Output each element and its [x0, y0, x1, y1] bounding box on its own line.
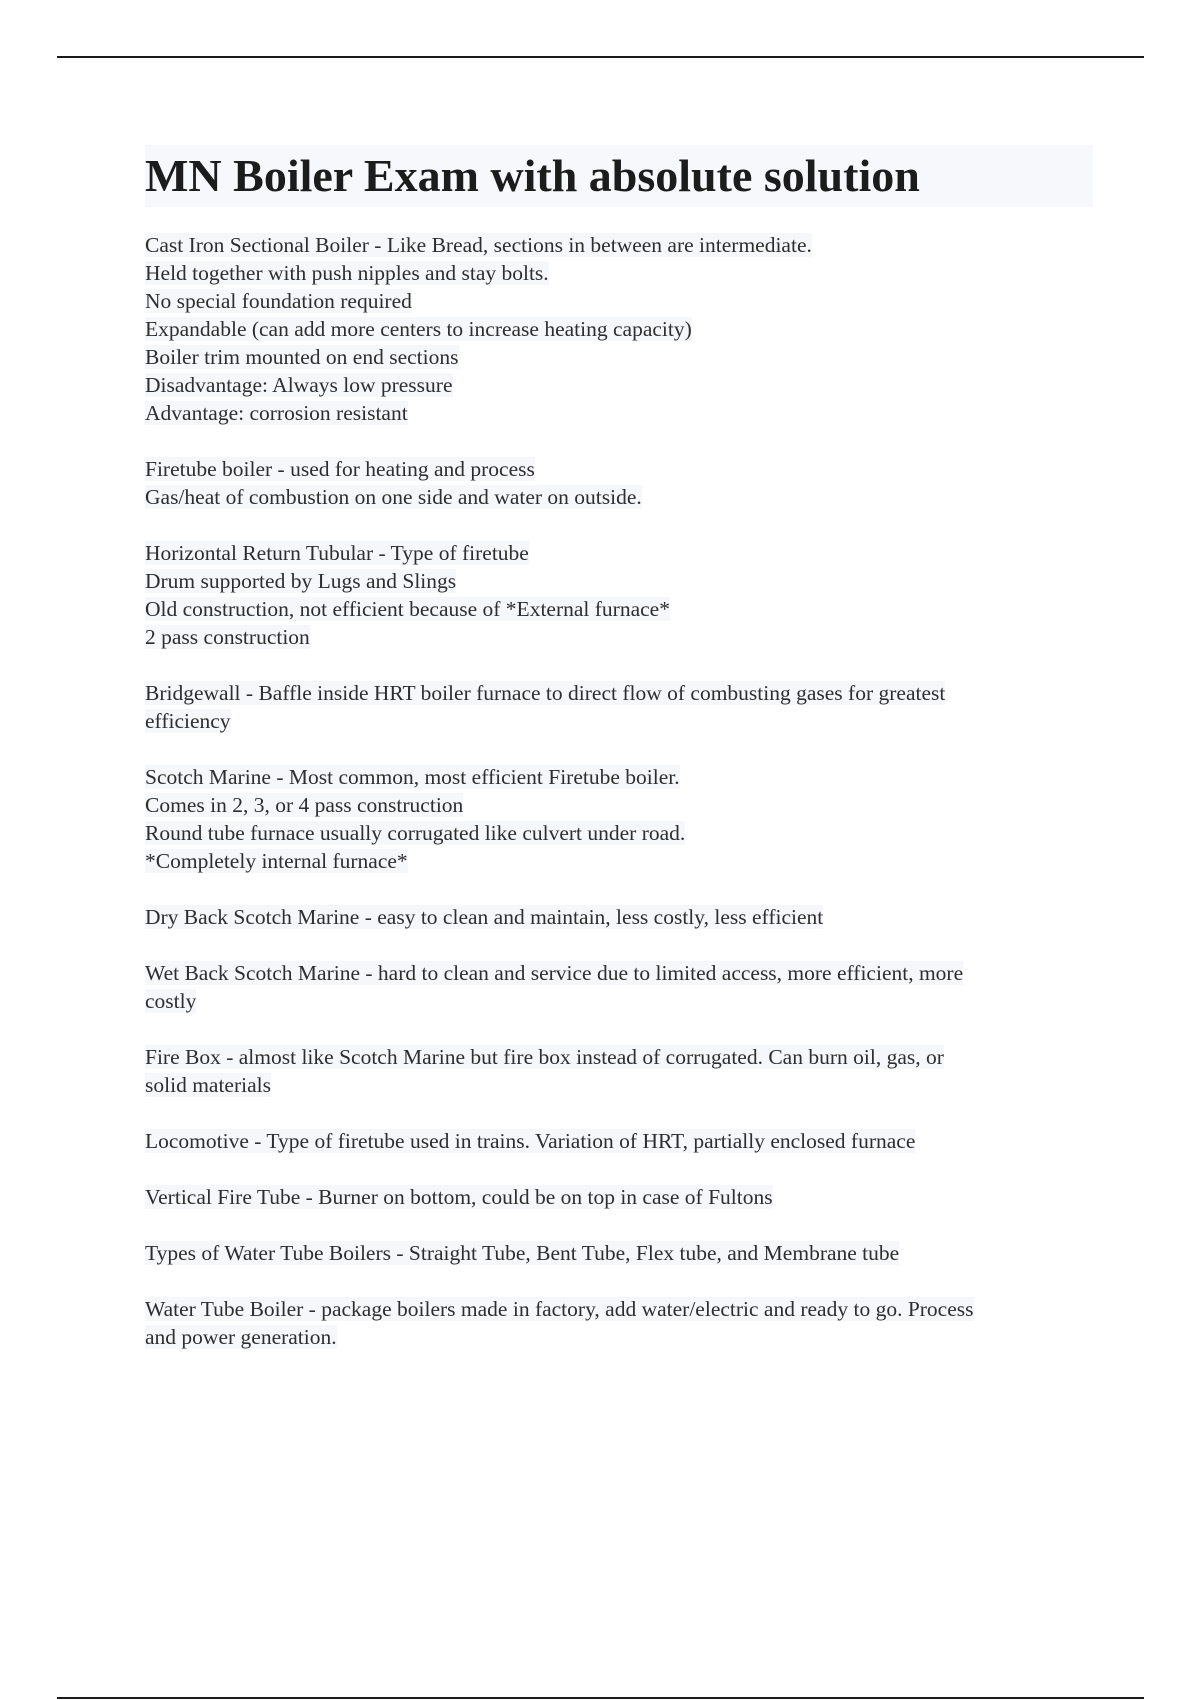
entry-line-text: 2 pass construction [145, 625, 310, 649]
entry-line [145, 315, 1093, 343]
entry-line-text: Disadvantage: Always low pressure [145, 373, 453, 397]
entry-line-text: Held together with push nipples and stay bolts. [145, 261, 549, 285]
entry-line-text: Locomotive - Type of firetube used in trains. Variation of HRT, partially enclosed furnace [145, 1129, 916, 1153]
entry-line-text: solid materials [145, 1073, 271, 1097]
qa-entry [145, 763, 1093, 875]
entry-line-text: costly [145, 989, 197, 1013]
entry-line [145, 707, 1093, 735]
entry-line-text: Firetube boiler - used for heating and process [145, 457, 535, 481]
entry-line [145, 287, 1093, 315]
entry-line-text: Horizontal Return Tubular - Type of firetube [145, 541, 529, 565]
entry-line [145, 679, 1093, 707]
qa-entry [145, 1295, 1093, 1351]
entry-line [145, 595, 1093, 623]
entry-line [145, 259, 1093, 287]
entry-line [145, 1295, 1093, 1323]
entry-line-text: Boiler trim mounted on end sections [145, 345, 459, 369]
entry-line [145, 623, 1093, 651]
entries-list [145, 231, 1093, 1351]
qa-entry [145, 231, 1093, 427]
entry-line [145, 1127, 1093, 1155]
entry-line-text: Bridgewall - Baffle inside HRT boiler furnace to direct flow of combusting gases for greatest [145, 681, 946, 705]
entry-line-text: Old construction, not efficient because of *External furnace* [145, 597, 670, 621]
entry-line [145, 987, 1093, 1015]
entry-line-text: Cast Iron Sectional Boiler - Like Bread, sections in between are intermediate. [145, 233, 812, 257]
qa-entry [145, 903, 1093, 931]
bottom-rule [57, 1697, 1144, 1699]
qa-entry [145, 455, 1093, 511]
entry-line-text: Types of Water Tube Boilers - Straight Tube, Bent Tube, Flex tube, and Membrane tube [145, 1241, 900, 1265]
entry-line [145, 455, 1093, 483]
qa-entry [145, 959, 1093, 1015]
entry-line-text: *Completely internal furnace* [145, 849, 408, 873]
qa-entry [145, 1239, 1093, 1267]
title-band [145, 145, 1093, 207]
entry-line [145, 847, 1093, 875]
qa-entry [145, 679, 1093, 735]
entry-line-text: Scotch Marine - Most common, most efficient Firetube boiler. [145, 765, 680, 789]
entry-line-text: Expandable (can add more centers to increase heating capacity) [145, 317, 692, 341]
entry-line-text: Gas/heat of combustion on one side and water on outside. [145, 485, 642, 509]
entry-line-text: No special foundation required [145, 289, 412, 313]
entry-line-text: Dry Back Scotch Marine - easy to clean and maintain, less costly, less efficient [145, 905, 824, 929]
document-title: MN Boiler Exam with absolute solution [145, 150, 920, 201]
entry-line [145, 1071, 1093, 1099]
entry-line [145, 819, 1093, 847]
entry-line-text: Advantage: corrosion resistant [145, 401, 408, 425]
entry-line-text: Water Tube Boiler - package boilers made in factory, add water/electric and ready to go. Process [145, 1297, 974, 1321]
entry-line [145, 539, 1093, 567]
entry-line-text: Drum supported by Lugs and Slings [145, 569, 457, 593]
qa-entry [145, 1127, 1093, 1155]
entry-line [145, 399, 1093, 427]
entry-line [145, 231, 1093, 259]
entry-line [145, 1323, 1093, 1351]
entry-line-text: Fire Box - almost like Scotch Marine but fire box instead of corrugated. Can burn oil, gas, or [145, 1045, 944, 1069]
entry-line [145, 483, 1093, 511]
qa-entry [145, 1183, 1093, 1211]
entry-line [145, 1043, 1093, 1071]
qa-entry [145, 1043, 1093, 1099]
entry-line-text: and power generation. [145, 1325, 337, 1349]
entry-line [145, 959, 1093, 987]
entry-line-text: Wet Back Scotch Marine - hard to clean and service due to limited access, more efficient, more [145, 961, 964, 985]
entry-line [145, 791, 1093, 819]
entry-line-text: efficiency [145, 709, 231, 733]
entry-line [145, 343, 1093, 371]
entry-line [145, 371, 1093, 399]
entry-line [145, 567, 1093, 595]
entry-line [145, 1183, 1093, 1211]
entry-line-text: Comes in 2, 3, or 4 pass construction [145, 793, 464, 817]
document-body [145, 145, 1093, 1379]
entry-line [145, 763, 1093, 791]
qa-entry [145, 539, 1093, 651]
entry-line [145, 1239, 1093, 1267]
entry-line [145, 903, 1093, 931]
top-rule [57, 56, 1144, 58]
entry-line-text: Round tube furnace usually corrugated like culvert under road. [145, 821, 686, 845]
entry-line-text: Vertical Fire Tube - Burner on bottom, could be on top in case of Fultons [145, 1185, 773, 1209]
